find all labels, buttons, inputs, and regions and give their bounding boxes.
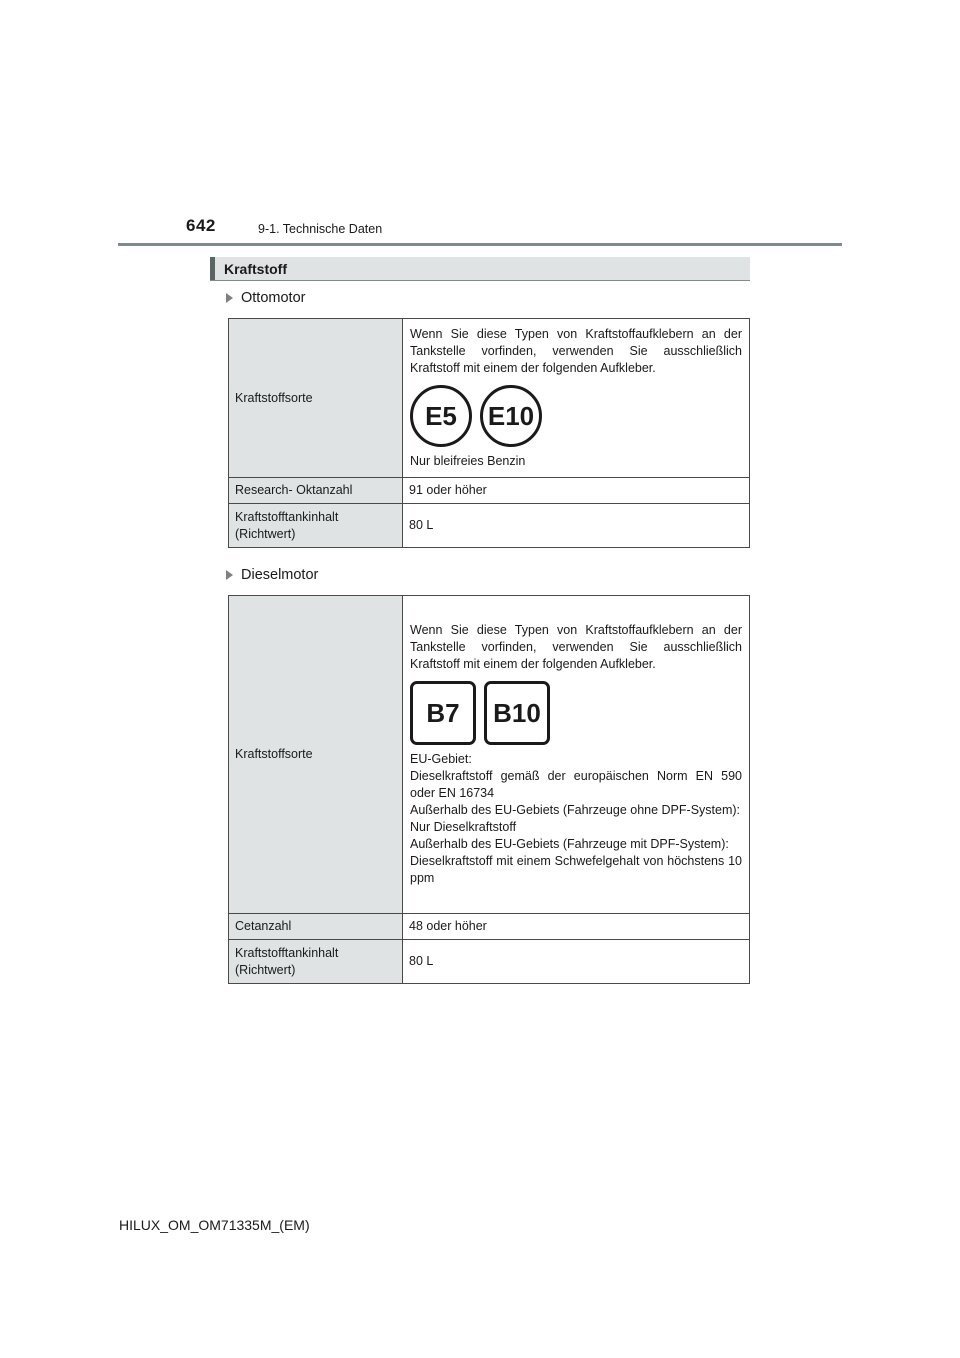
e10-label-icon: E10 — [480, 385, 542, 447]
petrol-tank-label-line2: (Richtwert) — [235, 526, 296, 541]
diesel-fuel-type-text: Wenn Sie diese Typen von Kraftstoffaufklebern an der Tankstelle vorfinden, verwenden Sie ausschließlich Kraftstoff mit einem der folgenden Aufkleber. — [410, 623, 742, 671]
non-eu-no-dpf-label: Außerhalb des EU-Gebiets (Fahrzeuge ohne DPF-System): — [410, 803, 740, 817]
non-eu-dpf-label: Außerhalb des EU-Gebiets (Fahrzeuge mit DPF-System): — [410, 837, 729, 851]
diesel-fuel-badges — [410, 681, 742, 745]
table-row — [229, 504, 750, 548]
octane-label: Research- Oktanzahl — [229, 478, 403, 504]
section-title: Kraftstoff — [224, 261, 287, 277]
petrol-fuel-badges — [410, 385, 742, 447]
page-number: 642 — [186, 216, 216, 235]
footer-doc-id: HILUX_OM_OM71335M_(EM) — [119, 1217, 310, 1233]
octane-value: 91 oder höher — [403, 478, 750, 504]
table-row — [229, 914, 750, 940]
petrol-heading — [226, 290, 305, 306]
chapter-title: 9-1. Technische Daten — [258, 222, 383, 236]
eu-area-text: Dieselkraftstoff gemäß der europäischen Norm EN 590 oder EN 16734 — [410, 769, 742, 800]
triangle-bullet-icon — [226, 293, 233, 303]
section-marker — [210, 257, 215, 280]
diesel-heading — [226, 567, 318, 583]
header-rule — [118, 243, 842, 246]
diesel-tank-label — [229, 940, 403, 984]
petrol-fuel-type-cell — [403, 319, 750, 478]
petrol-fuel-type-text: Wenn Sie diese Typen von Kraftstoffaufklebern an der Tankstelle vorfinden, verwenden Sie ausschließlich Kraftstoff mit einem der folgenden Aufkleber. — [410, 327, 742, 375]
b10-label-icon: B10 — [484, 681, 550, 745]
table-row — [229, 940, 750, 984]
petrol-tank-label-line1: Kraftstofftankinhalt — [235, 509, 339, 524]
cetane-label: Cetanzahl — [229, 914, 403, 940]
table-row — [229, 478, 750, 504]
diesel-spec-table — [228, 595, 750, 984]
diesel-tank-label-line2: (Richtwert) — [235, 962, 296, 977]
non-eu-dpf-text: Dieselkraftstoff mit einem Schwefelgehalt von höchstens 10 ppm — [410, 854, 742, 885]
e5-label-icon: E5 — [410, 385, 472, 447]
table-row — [229, 596, 750, 914]
petrol-tank-label — [229, 504, 403, 548]
diesel-tank-label-line1: Kraftstofftankinhalt — [235, 945, 339, 960]
petrol-tank-value: 80 L — [403, 504, 750, 548]
diesel-fuel-type-label: Kraftstoffsorte — [229, 596, 403, 914]
diesel-heading-text: Dieselmotor — [241, 567, 319, 583]
diesel-tank-value: 80 L — [403, 940, 750, 984]
section-header — [210, 257, 750, 281]
triangle-bullet-icon — [226, 570, 233, 580]
b7-label-icon: B7 — [410, 681, 476, 745]
non-eu-no-dpf-text: Nur Dieselkraftstoff — [410, 820, 517, 834]
diesel-fuel-type-cell — [403, 596, 750, 914]
petrol-heading-text: Ottomotor — [241, 290, 306, 306]
cetane-value: 48 oder höher — [403, 914, 750, 940]
petrol-spec-table — [228, 318, 750, 548]
petrol-fuel-note: Nur bleifreies Benzin — [410, 454, 526, 468]
eu-area-label: EU-Gebiet: — [410, 752, 472, 766]
table-row — [229, 319, 750, 478]
petrol-fuel-type-label: Kraftstoffsorte — [229, 319, 403, 478]
